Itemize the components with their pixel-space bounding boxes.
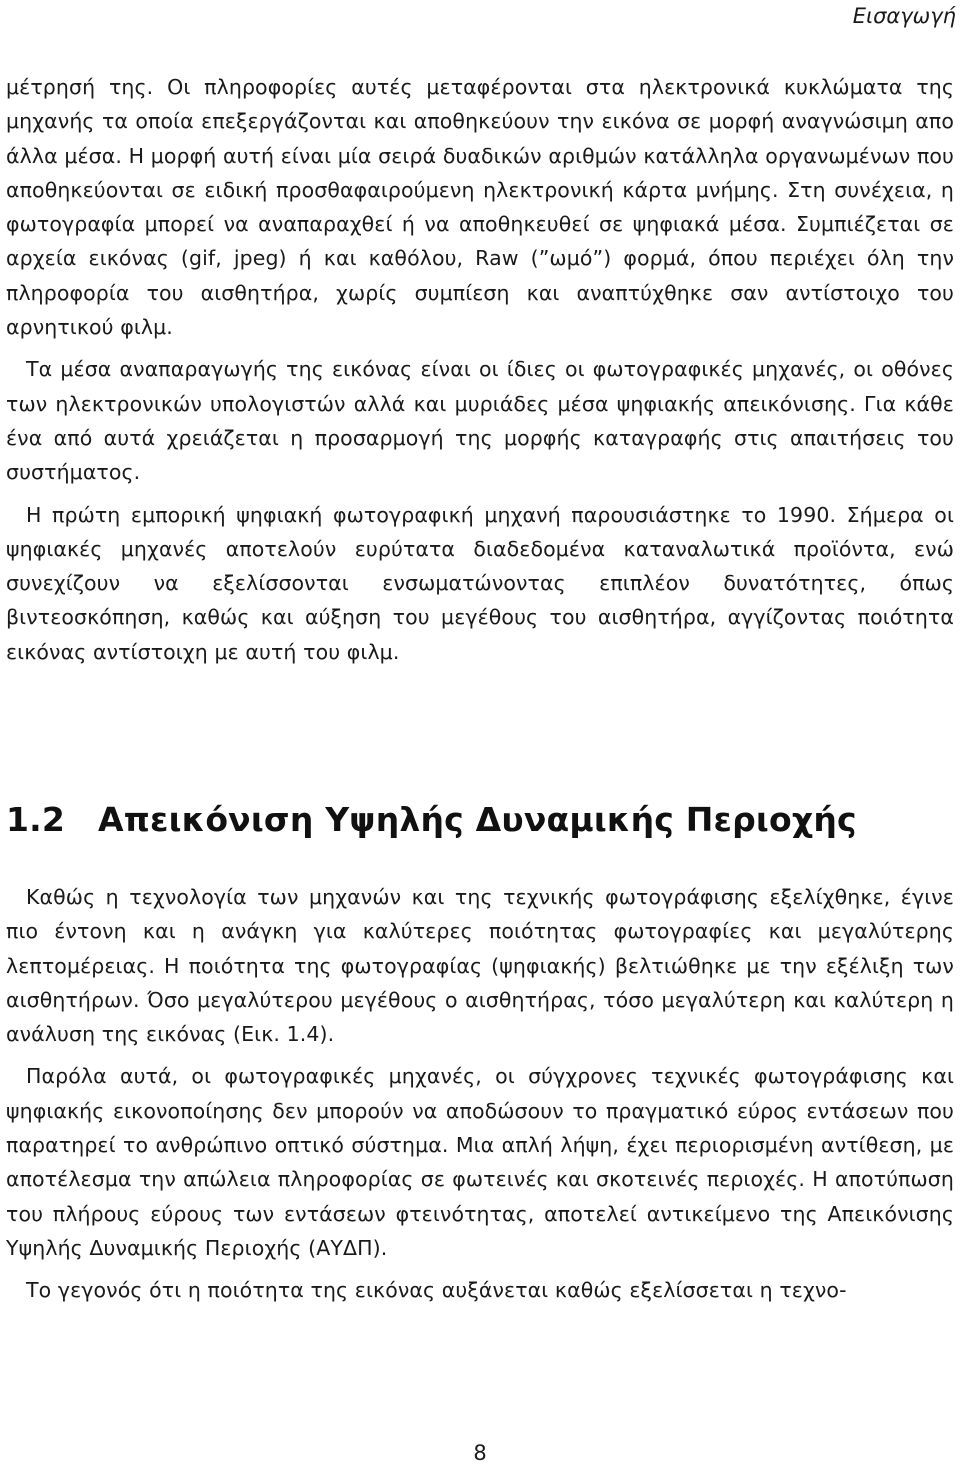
section-heading: [6, 800, 857, 839]
section-number: 1.2: [6, 800, 66, 839]
paragraph: μέτρησή της. Οι πληροφορίες αυτές μεταφέρονται στα ηλεκτρονικά κυκλώματα της μηχανής τα οποία επεξεργάζονται και αποθηκεύουν την εικόνα σε μορφή αναγνώσιμη απο άλλα μέσα. Η μορφή αυτή είναι μία σειρά δυαδικών αριθμών κατάλληλα οργανωμένων που αποθηκεύονται σε ειδική προσθαφαιρούμενη ηλεκτρονική κάρτα μνήμης. Στη συνέχεια, η φωτογραφία μπορεί να αναπαραχθεί ή να αποθηκευθεί σε ψηφιακά μέσα. Συμπιέζεται σε αρχεία εικόνας (gif, jpeg) ή και καθόλου, Raw (”ωμό”) φορμά, όπου περιέχει όλη την πληροφορία του αισθητήρα, χωρίς συμπίεση και αναπτύχθηκε σαν αντίστοιχο του αρνητικού φιλμ.: [6, 75, 954, 340]
running-head: Εισαγωγή: [852, 4, 956, 28]
paragraph: Καθώς η τεχνολογία των μηχανών και της τεχνικής φωτογράφισης εξελίχθηκε, έγινε πιο έντονη και η ανάγκη για καλύτερες ποιότητας φωτογραφίες και μεγαλύτερης λεπτομέρειας. Η ποιότητα της φωτογραφίας (ψηφιακής) βελτιώθηκε με την εξέλιξη των αισθητήρων. Όσο μεγαλύτερου μεγέθους ο αισθητήρας, τόσο μεγαλύτερη και καλύτερη η ανάλυση της εικόνας (Εικ. 1.4).: [6, 885, 954, 1047]
section-body: [6, 880, 954, 1308]
paragraph: Τα μέσα αναπαραγωγής της εικόνας είναι οι ίδιες οι φωτογραφικές μηχανές, οι οθόνες των ηλεκτρονικών υπολογιστών αλλά και μυριάδες μέσα ψηφιακής απεικόνισης. Για κάθε ένα από αυτά χρειάζεται η προσαρμογή της μορφής καταγραφής στις απαιτήσεις του συστήματος.: [6, 357, 954, 485]
intro-body: [6, 70, 954, 669]
paragraph: Η πρώτη εμπορική ψηφιακή φωτογραφική μηχανή παρουσιάστηκε το 1990. Σήμερα οι ψηφιακές μηχανές αποτελούν ευρύτατα διαδεδομένα καταναλωτικά προϊόντα, ενώ συνεχίζουν να εξελίσσονται ενσωματώνοντας επιπλέον δυνατότητες, όπως βιντεοσκόπηση, καθώς και αύξηση του μεγέθους του αισθητήρα, αγγίζοντας ποιότητα εικόνας αντίστοιχη με αυτή του φιλμ.: [6, 502, 954, 664]
section-title: Απεικόνιση Υψηλής Δυναμικής Περιοχής: [98, 800, 857, 839]
paragraph: Το γεγονός ότι η ποιότητα της εικόνας αυξάνεται καθώς εξελίσσεται η τεχνο-: [26, 1278, 847, 1303]
paragraph: Παρόλα αυτά, οι φωτογραφικές μηχανές, οι σύγχρονες τεχνικές φωτογράφισης και ψηφιακής εικονοποίησης δεν μπορούν να αποδώσουν το πραγματικό εύρος εντάσεων που παρατηρεί το ανθρώπινο οπτικό σύστημα. Μια απλή λήψη, έχει περιορισμένη αντίθεση, με αποτέλεσμα την απώλεια πληροφορίας σε φωτεινές και σκοτεινές περιοχές. Η αποτύπωση του πλήρους εύρους των εντάσεων φτεινότητας, αποτελεί αντικείμενο της Απεικόνισης Υψηλής Δυναμικής Περιοχής (ΑΥΔΠ).: [6, 1064, 954, 1260]
page-number: 8: [473, 1441, 487, 1465]
